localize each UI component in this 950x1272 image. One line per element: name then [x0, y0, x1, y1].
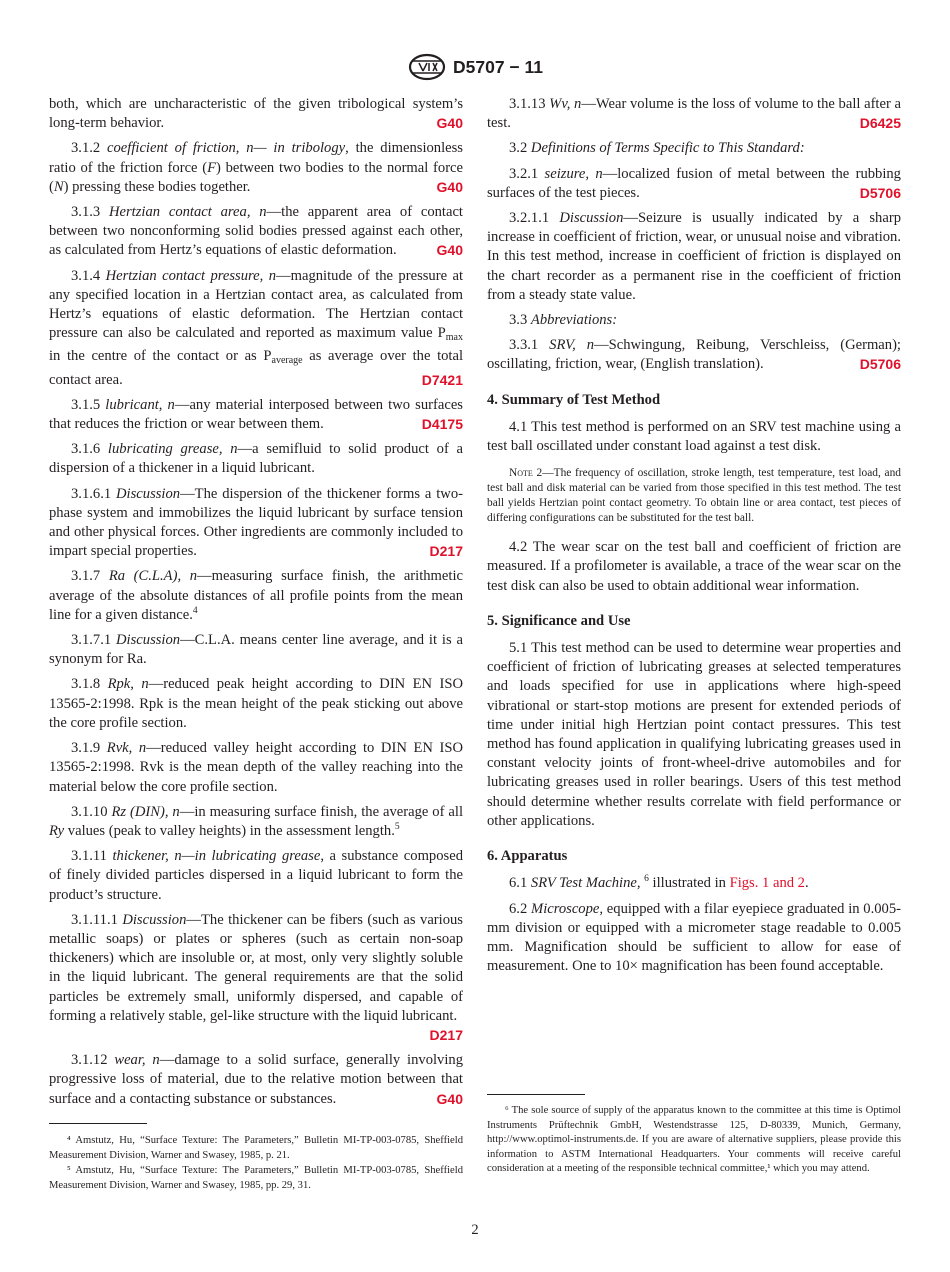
- section-heading: 6. Apparatus: [487, 848, 568, 865]
- section-3-3: 3.3 Abbreviations:: [509, 312, 618, 329]
- footnote-6: ⁶ The sole source of supply of the apparatus known to the committee at this time is Optimol Instruments Prüftechnik GmbH, Westendstrasse 125, D-80339, Munich, Germany, http://www.optimol-instruments.de. If you are aware of alternative suppliers, please provide this information to ASTM International Headquarters. Your comments will receive careful consideration at a meeting of the responsible technical committee,¹ which you may attend.: [487, 1105, 901, 1175]
- definition-3-1-11: 3.1.11 thickener, n—in lubricating grease, a substance composed of finely divided particles dispersed in a liquid lubricant to form the product’s structure.: [49, 848, 463, 903]
- right-column: [487, 95, 901, 982]
- footnote-4: ⁴ Amstutz, Hu, “Surface Texture: The Parameters,” Bulletin MI-TP-003-0785, Sheffield Measurement Division, Warner and Swasey, 1985, p. 21.: [49, 1135, 463, 1161]
- footnote-divider: [487, 1094, 585, 1095]
- discussion-3-2-1-1: 3.2.1.1 Discussion—Seizure is usually indicated by a sharp increase in coefficient of friction, wear, or unusual noise and vibration. In this test method, increase in coefficient of friction is displayed on the chart recorder as a permanent rise in the coefficient of friction from a steady state value.: [487, 210, 901, 303]
- paragraph-6-1: 6.1 SRV Test Machine, $^6$ illustrated in Figs. 1 and 2.: [509, 874, 809, 892]
- discussion-3-1-7-1: 3.1.7.1 Discussion—C.L.A. means center line average, and it is a synonym for Ra.: [49, 632, 463, 668]
- paragraph: 5.1 This test method can be used to determine wear properties and coefficient of friction of lubricating greases at selected temperatures and loads specified for use in applications where high-speed vibrational or start-stop motions are present for extended periods of time under initial high Hertzian point contact pressures. This test method has found application in qualifying lubricating greases used in constant velocity joints of front-wheel-drive automobiles and for lubricating greases used in roller bearings. Users of this test method should determine whether results correlate with field performance or other applications.: [487, 640, 901, 829]
- discussion-3-1-6-1: 3.1.6.1 Discussion—The dispersion of the thickener forms a two-phase system and immobilizes the liquid lubricant by surface tension and other physical forces. Other ingredients are commonly included to impart special properties. D217: [49, 485, 463, 562]
- reference-link[interactable]: D5706: [859, 184, 901, 201]
- section-3-2: 3.2 Definitions of Terms Specific to This Standard:: [509, 140, 805, 157]
- paragraph: 4.1 This test method is performed on an SRV test machine using a test ball oscillated under constant load against a test disk.: [487, 418, 901, 455]
- footnote-5: ⁵ Amstutz, Hu, “Surface Texture: The Parameters,” Bulletin MI-TP-003-0785, Sheffield Measurement Division, Warner and Swasey, 1985, pp. 29, 31.: [49, 1165, 463, 1191]
- reference-link[interactable]: G40: [436, 1090, 463, 1107]
- footnote-marker: 4: [192, 605, 198, 616]
- discussion-3-1-11-1: 3.1.11.1 Discussion—The thickener can be fibers (such as various metallic soaps) or plates or spheres (such as certain non-soap thickeners) which are insoluble or, at most, only very slightly soluble in the liquid lubricant. The general requirements are that the solid particles be extremely small, uniformly dispersed, and capable of forming a relatively stable, gel-like structure with the liquid lubricant. D217: [49, 911, 463, 1045]
- note-2: Note 2—The frequency of oscillation, stroke length, test temperature, test load, and test ball and disk material can be varied from those specified in this test method. The test ball yields Hertzian point contact geometry. To obtain line or area contact, test pieces of differing configurations can be substituted for the test ball.: [487, 467, 901, 525]
- definition-3-1-8: 3.1.8 Rpk, n—reduced peak height according to DIN EN ISO 13565-2:1998. Rpk is the mean height of the peak sticking out above the core profile section.: [49, 676, 463, 731]
- figure-link[interactable]: Figs. 1 and 2: [729, 875, 805, 892]
- definition-3-1-13: 3.1.13 Wv, n—Wear volume is the loss of volume to the ball after a test. D6425: [487, 95, 901, 133]
- page-number: 2: [471, 1222, 479, 1238]
- definition-3-1-12: 3.1.12 wear, n—damage to a solid surface, generally involving progressive loss of material, due to the relative motion between that surface and a contacting substance or substances. G40: [49, 1051, 463, 1109]
- definition-3-1-7: 3.1.7 Ra (C.L.A), n—measuring surface finish, the arithmetic average of the absolute distances of all profile points from the mean line for a given distance.$^4$: [49, 568, 463, 623]
- definition-3-1-2: 3.1.2 coefficient of friction, n— in tribology, the dimensionless ratio of the friction force (F) between two bodies to the normal force (N) pressing these bodies together. G40: [49, 139, 463, 197]
- footnotes-right: [487, 1104, 901, 1178]
- document-number: D5707 − 11: [452, 56, 543, 77]
- reference-link[interactable]: D4175: [421, 416, 463, 433]
- definition-3-2-1: 3.2.1 seizure, n—localized fusion of metal between the rubbing surfaces of the test pieces. D5706: [487, 165, 901, 203]
- footnote-divider: [49, 1123, 147, 1124]
- definition-3-1-10: 3.1.10 Rz (DIN), n—in measuring surface finish, the average of all Ry values (peak to valley heights) in the assessment length.$^5$: [49, 803, 463, 839]
- reference-link[interactable]: D6425: [859, 115, 901, 132]
- reference-link[interactable]: G40: [436, 242, 463, 259]
- footnote-marker: 6: [644, 874, 649, 885]
- reference-link[interactable]: G40: [436, 115, 463, 132]
- section-heading: 5. Significance and Use: [487, 612, 631, 629]
- reference-link[interactable]: D217: [429, 1026, 463, 1043]
- definition-3-1-4: 3.1.4 Hertzian contact pressure, n—magnitude of the pressure at any specified location in a Hertzian contact area, as calculated from Hertz’s equations of elastic deformation. The Hertzian contact pressure can also be calculated and reported as maximum value $P_{max}$ in the centre of the contact or as $P_{average}$ as average over the total contact area. D7421: [49, 267, 463, 390]
- left-column: [49, 95, 463, 1115]
- footnotes-left: [49, 1134, 463, 1194]
- paragraph: both, which are uncharacteristic of the given tribological system’s long-term behavior. G40: [49, 95, 463, 133]
- astm-logo-icon: [407, 52, 447, 82]
- footnote-marker: 5: [394, 821, 400, 832]
- reference-link[interactable]: D5706: [859, 356, 901, 373]
- section-heading: 4. Summary of Test Method: [487, 391, 661, 408]
- definition-3-1-5: 3.1.5 lubricant, n—any material interposed between two surfaces that reduces the friction or wear between them. D4175: [49, 396, 463, 434]
- reference-link[interactable]: D217: [429, 543, 463, 560]
- page-header: [0, 52, 950, 86]
- paragraph-6-2: 6.2 Microscope, equipped with a filar eyepiece graduated in 0.005-mm division or equipped with a micrometer stage readable to 0.005 mm. Magnification should be sufficient to allow for ease of measurement. One to 10× magnification has been found acceptable.: [487, 900, 902, 975]
- definition-3-1-3: 3.1.3 Hertzian contact area, n—the apparent area of contact between two nonconforming solid bodies pressed against each other, as calculated from Hertz’s equations of elastic deformation. G40: [49, 203, 463, 261]
- reference-link[interactable]: G40: [436, 178, 463, 195]
- paragraph: 4.2 The wear scar on the test ball and coefficient of friction are measured. If a profilometer is available, a trace of the wear scar on the test disk can also be used to obtain additional wear information.: [487, 539, 901, 594]
- reference-link[interactable]: D7421: [421, 371, 463, 388]
- definition-3-3-1: 3.3.1 SRV, n—Schwingung, Reibung, Verschleiss, (German); oscillating, friction, wear, (English translation). D5706: [487, 336, 901, 374]
- definition-3-1-6: 3.1.6 lubricating grease, n—a semifluid to solid product of a dispersion of a thickener in a liquid lubricant.: [49, 441, 464, 477]
- definition-3-1-9: 3.1.9 Rvk, n—reduced valley height according to DIN EN ISO 13565-2:1998. Rvk is the mean depth of the valley reaching into the material below the core profile section.: [49, 740, 463, 795]
